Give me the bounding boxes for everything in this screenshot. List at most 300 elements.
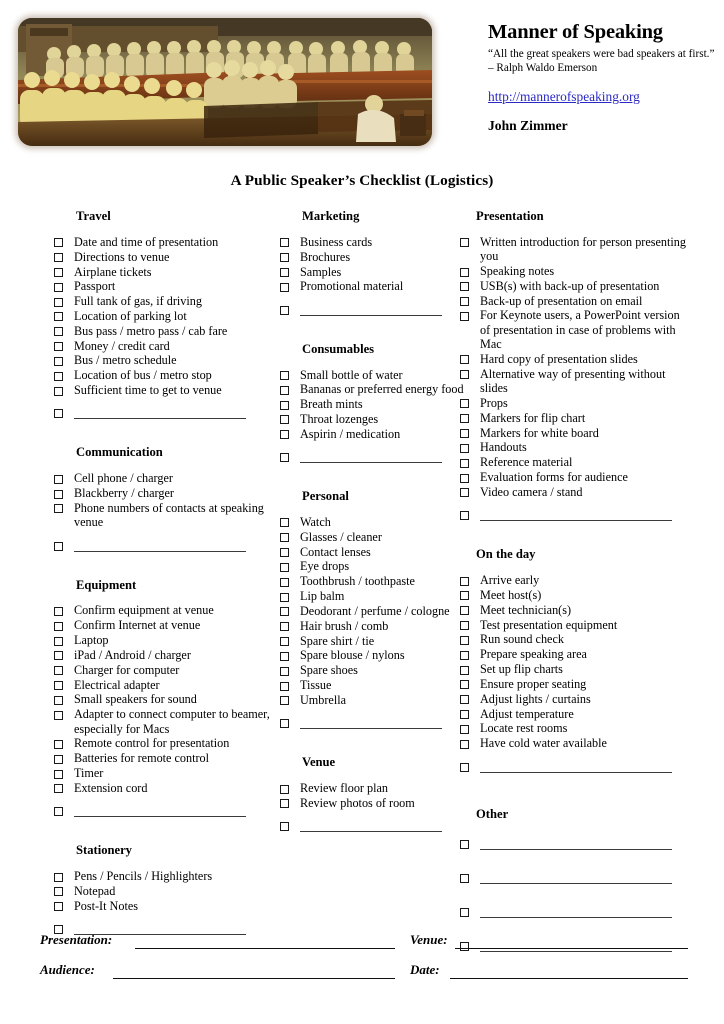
checkbox-icon[interactable] bbox=[54, 755, 63, 764]
checkbox-icon[interactable] bbox=[54, 637, 63, 646]
checklist-item[interactable] bbox=[52, 884, 284, 898]
checklist-item-label: Cell phone / charger bbox=[74, 471, 173, 486]
checkbox-icon[interactable] bbox=[54, 770, 63, 779]
checkbox-icon[interactable] bbox=[460, 710, 469, 719]
checklist-item-label: Props bbox=[480, 395, 508, 410]
checkbox-icon[interactable] bbox=[460, 312, 469, 321]
checklist-item[interactable] bbox=[458, 470, 686, 484]
checklist-item[interactable] bbox=[458, 308, 686, 351]
checklist-item[interactable] bbox=[278, 619, 468, 633]
checkbox-icon[interactable] bbox=[280, 607, 289, 616]
column-travel bbox=[52, 210, 284, 962]
checkbox-icon[interactable] bbox=[54, 607, 63, 616]
checkbox-icon[interactable] bbox=[460, 238, 469, 247]
checkbox-icon[interactable] bbox=[54, 357, 63, 366]
checklist-item[interactable] bbox=[278, 279, 468, 293]
brand-title: Manner of Speaking bbox=[488, 21, 663, 43]
checkbox-icon[interactable] bbox=[460, 591, 469, 600]
checklist-item-label: Tissue bbox=[300, 678, 332, 693]
section-heading-venue: Venue bbox=[302, 755, 336, 770]
checkbox-icon[interactable] bbox=[54, 696, 63, 705]
checkbox-icon[interactable] bbox=[54, 681, 63, 690]
checkbox-icon[interactable] bbox=[54, 327, 63, 336]
section-heading-other: Other bbox=[476, 806, 509, 821]
checklist-travel bbox=[52, 235, 284, 398]
checklist-item[interactable] bbox=[52, 339, 284, 353]
write-in-line[interactable] bbox=[74, 551, 246, 552]
presentation-input[interactable] bbox=[135, 948, 395, 949]
checklist-item-label: Alternative way of presenting without slides bbox=[480, 366, 666, 396]
checkbox-icon[interactable] bbox=[460, 399, 469, 408]
checkbox-icon[interactable] bbox=[460, 636, 469, 645]
checklist-item[interactable] bbox=[278, 678, 468, 692]
section-spacer bbox=[458, 778, 686, 808]
checklist-item[interactable] bbox=[458, 455, 686, 469]
checklist-item-label: Bus pass / metro pass / cab fare bbox=[74, 323, 228, 338]
checklist-item[interactable] bbox=[52, 707, 284, 736]
checklist-item[interactable] bbox=[278, 235, 468, 249]
section-heading-communication: Communication bbox=[76, 445, 163, 460]
checkbox-icon[interactable] bbox=[460, 740, 469, 749]
write-in-row[interactable] bbox=[52, 406, 284, 424]
checklist-item-label: Adjust temperature bbox=[480, 706, 574, 721]
checkbox-icon[interactable] bbox=[280, 386, 289, 395]
checklist-item[interactable] bbox=[52, 309, 284, 323]
checkbox-icon[interactable] bbox=[54, 807, 63, 816]
checklist-item[interactable] bbox=[52, 678, 284, 692]
write-in-rows bbox=[278, 450, 468, 468]
checklist-item-label: Small bottle of water bbox=[300, 367, 403, 382]
checklist-item[interactable] bbox=[52, 781, 284, 795]
checkbox-icon[interactable] bbox=[54, 238, 63, 247]
checkbox-icon[interactable] bbox=[460, 488, 469, 497]
checklist-item-label: Written introduction for person presenting you bbox=[480, 234, 686, 264]
checkbox-icon[interactable] bbox=[460, 680, 469, 689]
checklist-item[interactable] bbox=[278, 663, 468, 677]
checklist-item[interactable] bbox=[278, 250, 468, 264]
checkbox-icon[interactable] bbox=[280, 719, 289, 728]
checkbox-icon[interactable] bbox=[280, 578, 289, 587]
checklist-item[interactable] bbox=[458, 736, 686, 750]
checklist-item[interactable] bbox=[458, 352, 686, 366]
checkbox-icon[interactable] bbox=[280, 518, 289, 527]
checkbox-icon[interactable] bbox=[460, 666, 469, 675]
checkbox-icon[interactable] bbox=[54, 312, 63, 321]
date-input[interactable] bbox=[450, 978, 688, 979]
checklist-item[interactable] bbox=[458, 396, 686, 410]
checkbox-icon[interactable] bbox=[280, 799, 289, 808]
section-spacer bbox=[278, 837, 468, 859]
checklist-item[interactable] bbox=[278, 796, 468, 810]
checklist-item-label: Passport bbox=[74, 279, 116, 294]
section-consumables bbox=[278, 343, 468, 490]
section-heading-marketing: Marketing bbox=[302, 209, 360, 223]
checklist-item[interactable] bbox=[458, 632, 686, 646]
section-marketing bbox=[278, 210, 468, 343]
checkbox-icon[interactable] bbox=[460, 840, 469, 849]
write-in-line[interactable] bbox=[480, 849, 672, 850]
checklist-item-label: Small speakers for sound bbox=[74, 692, 197, 707]
checklist-item[interactable] bbox=[52, 869, 284, 883]
checkbox-icon[interactable] bbox=[280, 283, 289, 292]
checklist-item[interactable] bbox=[52, 294, 284, 308]
checkbox-icon[interactable] bbox=[280, 548, 289, 557]
checkbox-icon[interactable] bbox=[460, 355, 469, 364]
checkbox-icon[interactable] bbox=[54, 873, 63, 882]
checklist-item-label: Spare shoes bbox=[300, 663, 358, 678]
section-spacer bbox=[458, 526, 686, 548]
write-in-rows bbox=[52, 406, 284, 424]
checklist-item[interactable] bbox=[52, 368, 284, 382]
section-spacer bbox=[278, 321, 468, 343]
checkbox-icon[interactable] bbox=[54, 740, 63, 749]
footer-row-2 bbox=[0, 960, 724, 990]
write-in-rows bbox=[278, 819, 468, 837]
checklist-item[interactable] bbox=[458, 367, 686, 396]
audience-input[interactable] bbox=[113, 978, 395, 979]
checklist-item[interactable] bbox=[278, 427, 468, 441]
checklist-item[interactable] bbox=[278, 648, 468, 662]
checkbox-icon[interactable] bbox=[54, 666, 63, 675]
section-heading-travel: Travel bbox=[76, 209, 111, 223]
section-heading-personal: Personal bbox=[302, 489, 349, 504]
checklist-item[interactable] bbox=[52, 353, 284, 367]
presentation-label: Presentation: bbox=[40, 932, 113, 947]
checklist-item-label: Business cards bbox=[300, 234, 373, 249]
column-marketing bbox=[278, 210, 468, 859]
checklist-item[interactable] bbox=[278, 781, 468, 795]
checklist-item[interactable] bbox=[458, 588, 686, 602]
checklist-item[interactable] bbox=[278, 412, 468, 426]
checklist-equipment bbox=[52, 603, 284, 795]
checklist-item-label: USB(s) with back-up of presentation bbox=[480, 278, 660, 293]
checklist-item[interactable] bbox=[52, 250, 284, 264]
checklist-item[interactable] bbox=[278, 265, 468, 279]
write-in-rows bbox=[278, 303, 468, 321]
checklist-stationery bbox=[52, 869, 284, 913]
checklist-item[interactable] bbox=[278, 604, 468, 618]
checklist-item[interactable] bbox=[458, 264, 686, 278]
checklist-item-label: Batteries for remote control bbox=[74, 751, 210, 766]
checklist-item[interactable] bbox=[278, 545, 468, 559]
checklist-item-label: Money / credit card bbox=[74, 338, 170, 353]
checkbox-icon[interactable] bbox=[280, 652, 289, 661]
write-in-row[interactable] bbox=[458, 760, 686, 778]
checkbox-icon[interactable] bbox=[460, 511, 469, 520]
write-in-row[interactable] bbox=[458, 905, 686, 923]
write-in-line[interactable] bbox=[74, 816, 246, 817]
checklist-item[interactable] bbox=[52, 501, 284, 530]
checkbox-icon[interactable] bbox=[460, 725, 469, 734]
write-in-row[interactable] bbox=[458, 508, 686, 526]
checkbox-icon[interactable] bbox=[54, 342, 63, 351]
write-in-line[interactable] bbox=[480, 520, 672, 521]
checklist-item-label: Meet technician(s) bbox=[480, 602, 572, 617]
checkbox-icon[interactable] bbox=[460, 621, 469, 630]
checklist-consumables bbox=[278, 368, 468, 442]
checklist-item[interactable] bbox=[278, 559, 468, 573]
write-in-row[interactable] bbox=[52, 539, 284, 557]
checklist-item[interactable] bbox=[278, 589, 468, 603]
checkbox-icon[interactable] bbox=[280, 253, 289, 262]
write-in-line[interactable] bbox=[300, 315, 442, 316]
checklist-item-label: Hair brush / comb bbox=[300, 618, 389, 633]
checkbox-icon[interactable] bbox=[54, 387, 63, 396]
checklist-item-label: Eye drops bbox=[300, 559, 350, 574]
checkbox-icon[interactable] bbox=[54, 902, 63, 911]
checkbox-icon[interactable] bbox=[54, 475, 63, 484]
checklist-item-label: Notepad bbox=[74, 883, 116, 898]
checkbox-icon[interactable] bbox=[54, 490, 63, 499]
checklist-personal bbox=[278, 515, 468, 707]
write-in-line[interactable] bbox=[300, 728, 442, 729]
checklist-item[interactable] bbox=[458, 426, 686, 440]
checklist-item[interactable] bbox=[458, 603, 686, 617]
write-in-line[interactable] bbox=[480, 772, 672, 773]
checkbox-icon[interactable] bbox=[280, 563, 289, 572]
checklist-item[interactable] bbox=[52, 692, 284, 706]
checklist-on-the-day bbox=[458, 573, 686, 750]
section-personal bbox=[278, 490, 468, 756]
painting-artwork bbox=[18, 18, 432, 146]
checklist-item[interactable] bbox=[278, 634, 468, 648]
checkbox-icon[interactable] bbox=[280, 533, 289, 542]
section-heading-equipment: Equipment bbox=[76, 577, 137, 592]
write-in-rows bbox=[458, 760, 686, 778]
checklist-item-label: Breath mints bbox=[300, 397, 363, 412]
checklist-item-label: Meet host(s) bbox=[480, 587, 542, 602]
audience-label: Audience: bbox=[40, 962, 95, 977]
checkbox-icon[interactable] bbox=[280, 238, 289, 247]
checkbox-icon[interactable] bbox=[54, 253, 63, 262]
checklist-item[interactable] bbox=[278, 397, 468, 411]
checklist-item[interactable] bbox=[458, 692, 686, 706]
checkbox-icon[interactable] bbox=[460, 297, 469, 306]
checkbox-icon[interactable] bbox=[54, 622, 63, 631]
checklist-item-label: Confirm equipment at venue bbox=[74, 603, 214, 618]
checklist-item-label: Adjust lights / curtains bbox=[480, 691, 591, 706]
checkbox-icon[interactable] bbox=[460, 695, 469, 704]
checklist-item[interactable] bbox=[52, 265, 284, 279]
checklist-item[interactable] bbox=[458, 662, 686, 676]
checkbox-icon[interactable] bbox=[280, 371, 289, 380]
checklist-item-label: Airplane tickets bbox=[74, 264, 152, 279]
checklist-item[interactable] bbox=[52, 633, 284, 647]
checkbox-icon[interactable] bbox=[280, 415, 289, 424]
checkbox-icon[interactable] bbox=[54, 268, 63, 277]
checkbox-icon[interactable] bbox=[54, 711, 63, 720]
checklist-item-label: Test presentation equipment bbox=[480, 617, 618, 632]
checklist-item-label: Brochures bbox=[300, 249, 351, 264]
checkbox-icon[interactable] bbox=[280, 306, 289, 315]
checklist-item-label: Speaking notes bbox=[480, 264, 555, 278]
checklist-item[interactable] bbox=[458, 279, 686, 293]
section-equipment bbox=[52, 579, 284, 845]
checklist-item-label: Contact lenses bbox=[300, 544, 371, 559]
checkbox-icon[interactable] bbox=[460, 429, 469, 438]
checkbox-icon[interactable] bbox=[54, 887, 63, 896]
checklist-item-label: Remote control for presentation bbox=[74, 736, 230, 751]
write-in-line[interactable] bbox=[480, 917, 672, 918]
section-spacer bbox=[278, 734, 468, 756]
checklist-item-label: Have cold water available bbox=[480, 736, 607, 751]
checkbox-icon[interactable] bbox=[54, 298, 63, 307]
checklist-item[interactable] bbox=[458, 235, 686, 264]
section-spacer bbox=[52, 822, 284, 844]
checklist-item-label: Markers for white board bbox=[480, 425, 599, 440]
checkbox-icon[interactable] bbox=[460, 763, 469, 772]
checkbox-icon[interactable] bbox=[54, 504, 63, 513]
venue-label: Venue: bbox=[410, 932, 448, 947]
checklist-item[interactable] bbox=[278, 530, 468, 544]
roman-senate-painting bbox=[18, 18, 432, 146]
checkbox-icon[interactable] bbox=[280, 785, 289, 794]
checkbox-icon[interactable] bbox=[460, 874, 469, 883]
checklist-item[interactable] bbox=[52, 899, 284, 913]
checkbox-icon[interactable] bbox=[280, 268, 289, 277]
checkbox-icon[interactable] bbox=[460, 474, 469, 483]
checklist-item[interactable] bbox=[278, 382, 468, 396]
checkbox-icon[interactable] bbox=[54, 542, 63, 551]
checklist-item[interactable] bbox=[278, 574, 468, 588]
write-in-row[interactable] bbox=[278, 819, 468, 837]
checkbox-icon[interactable] bbox=[460, 444, 469, 453]
page-title: A Public Speaker’s Checklist (Logistics) bbox=[230, 172, 494, 189]
section-spacer bbox=[52, 424, 284, 446]
checkbox-icon[interactable] bbox=[280, 430, 289, 439]
checklist-communication bbox=[52, 471, 284, 529]
checkbox-icon[interactable] bbox=[460, 414, 469, 423]
checklist-item-label: Ensure proper seating bbox=[480, 676, 587, 691]
checklist-item-label: Timer bbox=[74, 766, 104, 781]
checkbox-icon[interactable] bbox=[54, 651, 63, 660]
checklist-item[interactable] bbox=[52, 324, 284, 338]
write-in-rows bbox=[52, 539, 284, 557]
website-link[interactable]: http://mannerofspeaking.org bbox=[488, 89, 640, 105]
checkbox-icon[interactable] bbox=[460, 459, 469, 468]
checklist-item-label: Extension cord bbox=[74, 780, 148, 795]
section-travel bbox=[52, 210, 284, 446]
checklist-item-label: Directions to venue bbox=[74, 249, 170, 264]
write-in-row[interactable] bbox=[278, 716, 468, 734]
checklist-item-label: Charger for computer bbox=[74, 662, 180, 677]
checklist-item[interactable] bbox=[52, 603, 284, 617]
checklist-item[interactable] bbox=[52, 383, 284, 397]
checklist-item[interactable] bbox=[52, 736, 284, 750]
section-heading-presentation: Presentation bbox=[476, 209, 544, 223]
checkbox-icon[interactable] bbox=[280, 682, 289, 691]
page-header bbox=[0, 0, 724, 158]
checklist-item[interactable] bbox=[458, 707, 686, 721]
checklist-item[interactable] bbox=[458, 294, 686, 308]
checklist-item-label: Hard copy of presentation slides bbox=[480, 351, 638, 366]
checkbox-icon[interactable] bbox=[460, 282, 469, 291]
checklist-item-label: Bus / metro schedule bbox=[74, 353, 177, 368]
checklist-item[interactable] bbox=[52, 751, 284, 765]
checkbox-icon[interactable] bbox=[280, 696, 289, 705]
checklist-item-label: Glasses / cleaner bbox=[300, 529, 382, 544]
checklist-item[interactable] bbox=[278, 515, 468, 529]
checklist-item-label: Blackberry / charger bbox=[74, 486, 174, 501]
checklist-item[interactable] bbox=[52, 486, 284, 500]
write-in-row[interactable] bbox=[278, 450, 468, 468]
checkbox-icon[interactable] bbox=[460, 577, 469, 586]
write-in-row[interactable] bbox=[458, 871, 686, 889]
checklist-item[interactable] bbox=[52, 648, 284, 662]
checkbox-icon[interactable] bbox=[460, 606, 469, 615]
checklist-item-label: Review floor plan bbox=[300, 781, 388, 796]
checklist-item[interactable] bbox=[278, 693, 468, 707]
checkbox-icon[interactable] bbox=[460, 370, 469, 379]
checkbox-icon[interactable] bbox=[280, 667, 289, 676]
checklist-item[interactable] bbox=[52, 279, 284, 293]
checklist-item-label: Location of bus / metro stop bbox=[74, 368, 212, 383]
checklist-item-label: iPad / Android / charger bbox=[74, 647, 191, 662]
checklist-item[interactable] bbox=[52, 766, 284, 780]
checkbox-icon[interactable] bbox=[280, 822, 289, 831]
checklist-item[interactable] bbox=[458, 573, 686, 587]
checkbox-icon[interactable] bbox=[460, 908, 469, 917]
write-in-line[interactable] bbox=[74, 418, 246, 419]
checkbox-icon[interactable] bbox=[54, 784, 63, 793]
checklist-item-label: Prepare speaking area bbox=[480, 647, 587, 662]
checklist-item-label: Watch bbox=[300, 514, 331, 529]
checklist-item-label: Toothbrush / toothpaste bbox=[300, 574, 415, 589]
checklist-item-label: Laptop bbox=[74, 633, 109, 648]
checklist-item[interactable] bbox=[458, 647, 686, 661]
checkbox-icon[interactable] bbox=[460, 268, 469, 277]
checklist-item[interactable] bbox=[458, 618, 686, 632]
checklist-item[interactable] bbox=[458, 677, 686, 691]
checklist-item-label: Samples bbox=[300, 264, 342, 279]
write-in-line[interactable] bbox=[300, 462, 442, 463]
checklist-item[interactable] bbox=[458, 721, 686, 735]
checklist-item[interactable] bbox=[278, 368, 468, 382]
checklist-item-label: Phone numbers of contacts at speaking venue bbox=[74, 500, 264, 530]
checkbox-icon[interactable] bbox=[280, 593, 289, 602]
checklist-item[interactable] bbox=[52, 471, 284, 485]
checklist-item[interactable] bbox=[458, 485, 686, 499]
write-in-row[interactable] bbox=[278, 303, 468, 321]
write-in-line[interactable] bbox=[300, 831, 442, 832]
checklist-item-label: Markers for flip chart bbox=[480, 410, 586, 425]
checkbox-icon[interactable] bbox=[280, 401, 289, 410]
checklist-item-label: Handouts bbox=[480, 440, 527, 455]
checklist-item-label: Aspirin / medication bbox=[300, 426, 401, 441]
section-heading-on-the-day: On the day bbox=[476, 547, 536, 562]
write-in-row[interactable] bbox=[52, 804, 284, 822]
checklist-presentation bbox=[458, 235, 686, 499]
section-spacer bbox=[52, 557, 284, 579]
write-in-row[interactable] bbox=[458, 837, 686, 855]
checkbox-icon[interactable] bbox=[54, 409, 63, 418]
checklist-item[interactable] bbox=[52, 663, 284, 677]
checklist-item[interactable] bbox=[52, 235, 284, 249]
checkbox-icon[interactable] bbox=[280, 637, 289, 646]
checkbox-icon[interactable] bbox=[460, 651, 469, 660]
checkbox-icon[interactable] bbox=[280, 453, 289, 462]
checkbox-icon[interactable] bbox=[54, 283, 63, 292]
section-heading-stationery: Stationery bbox=[76, 843, 132, 858]
checkbox-icon[interactable] bbox=[54, 372, 63, 381]
checklist-item[interactable] bbox=[52, 618, 284, 632]
write-in-line[interactable] bbox=[480, 883, 672, 884]
checklist-item[interactable] bbox=[458, 411, 686, 425]
checklist-item[interactable] bbox=[458, 440, 686, 454]
venue-input[interactable] bbox=[455, 948, 688, 949]
checklist-item-label: Confirm Internet at venue bbox=[74, 618, 201, 633]
checkbox-icon[interactable] bbox=[280, 622, 289, 631]
